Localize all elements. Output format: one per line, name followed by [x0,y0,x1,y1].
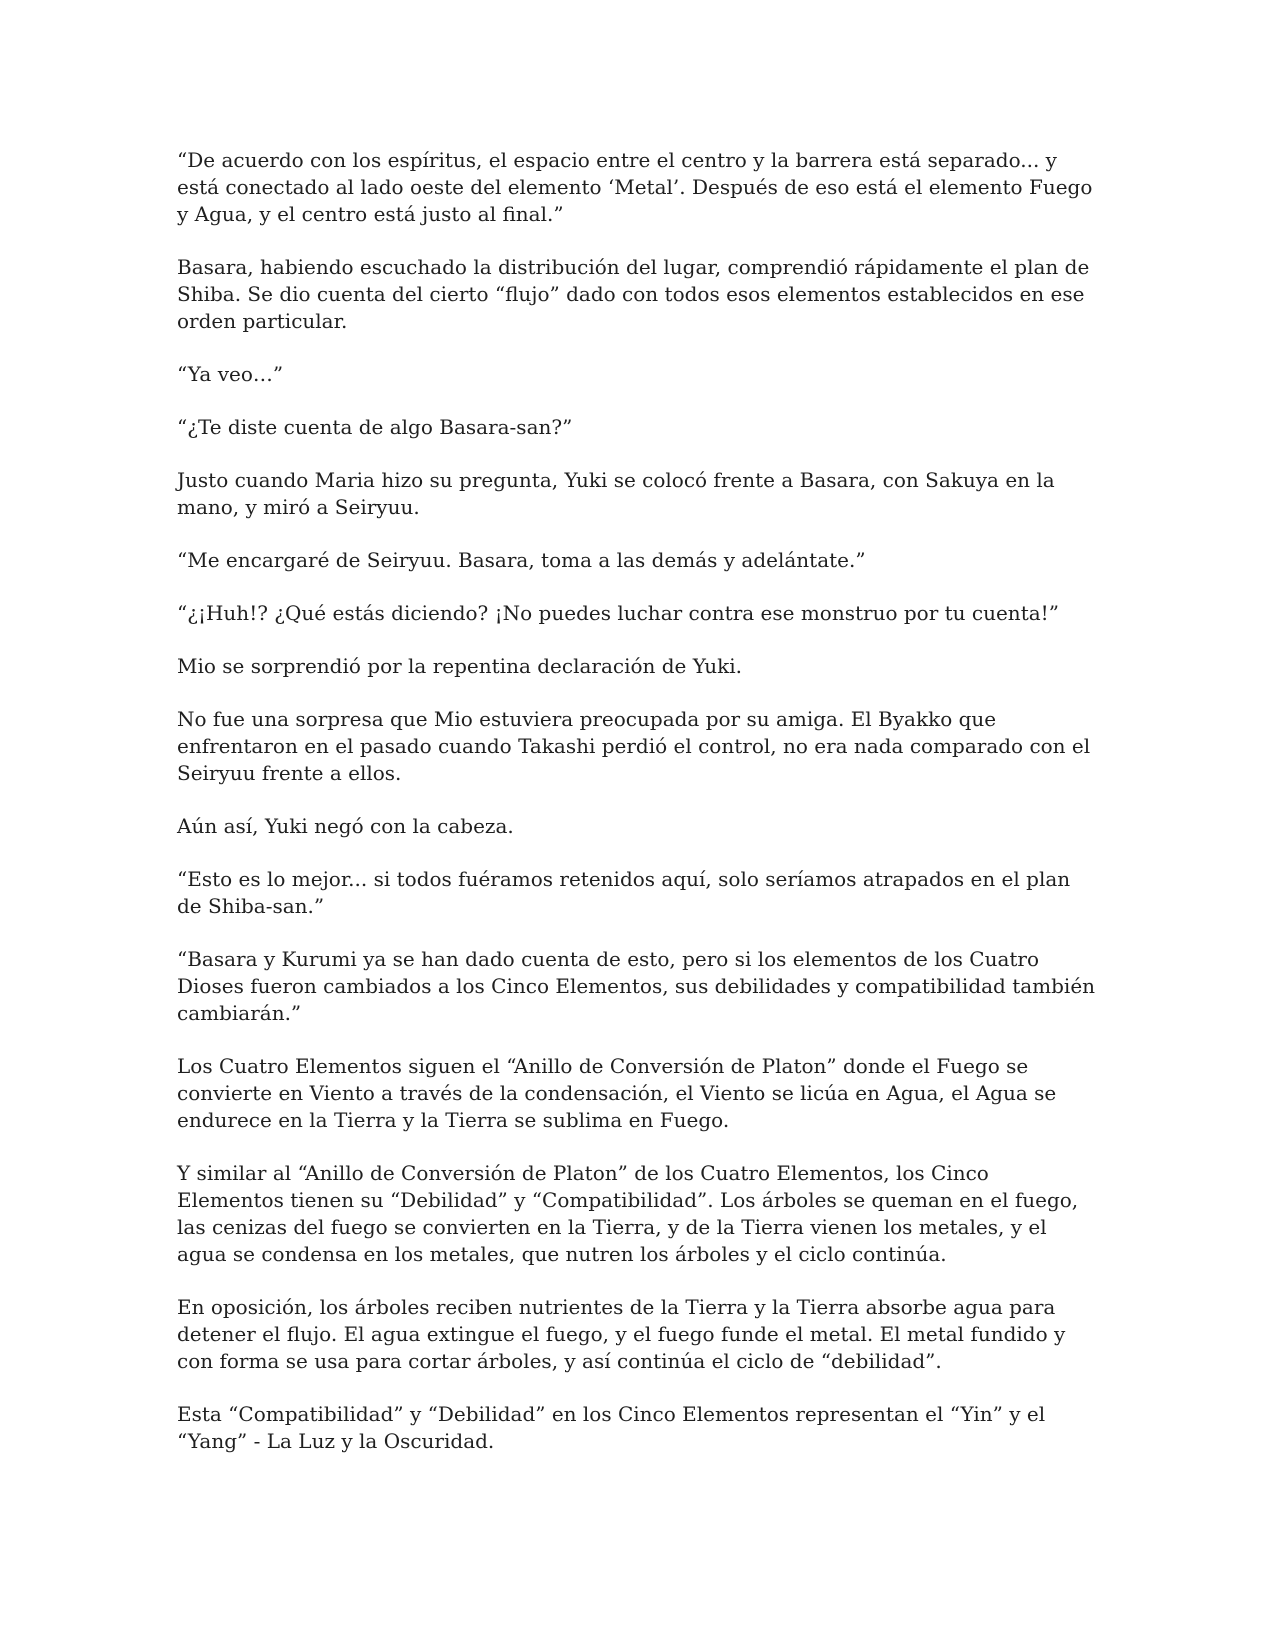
paragraph: Basara, habiendo escuchado la distribución del lugar, comprendió rápidamente el plan de Shiba. Se dio cuenta del cierto “flujo” dado con todos esos elementos establecidos en ese orden particular. [177,255,1090,333]
paragraph: Y similar al “Anillo de Conversión de Platon” de los Cuatro Elementos, los Cinco Elementos tienen su “Debilidad” y “Compatibilidad”. Los árboles se queman en el fuego, las cenizas del fuego se convierten en la Tierra, y de la Tierra vienen los metales, y el agua se condensa en los metales, que nutren los árboles y el ciclo continúa. [177,1161,1079,1266]
paragraph: “De acuerdo con los espíritus, el espacio entre el centro y la barrera está separado... y está conectado al lado oeste del elemento ‘Metal’. Después de eso está el elemento Fuego y Agua, y el centro está justo al final.” [177,148,1093,226]
paragraph: “Ya veo…” [177,362,284,386]
paragraph: “¿Te diste cuenta de algo Basara-san?” [177,415,573,439]
paragraph: Los Cuatro Elementos siguen el “Anillo de Conversión de Platon” donde el Fuego se convierte en Viento a través de la condensación, el Viento se licúa en Agua, el Agua se endurece en la Tierra y la Tierra se sublima en Fuego. [177,1054,1057,1132]
paragraph: Aún así, Yuki negó con la cabeza. [177,814,514,838]
document-body [177,147,1097,1481]
paragraph: Justo cuando Maria hizo su pregunta, Yuki se colocó frente a Basara, con Sakuya en la mano, y miró a Seiryuu. [177,468,1055,519]
paragraph: “Basara y Kurumi ya se han dado cuenta de esto, pero si los elementos de los Cuatro Dioses fueron cambiados a los Cinco Elementos, sus debilidades y compatibilidad también cambiarán.” [177,947,1096,1025]
paragraph: “Esto es lo mejor... si todos fuéramos retenidos aquí, solo seríamos atrapados en el plan de Shiba-san.” [177,867,1071,918]
paragraph: En oposición, los árboles reciben nutrientes de la Tierra y la Tierra absorbe agua para detener el flujo. El agua extingue el fuego, y el fuego funde el metal. El metal fundido y con forma se usa para cortar árboles, y así continúa el ciclo de “debilidad”. [177,1295,1066,1373]
paragraph: “¿¡Huh!? ¿Qué estás diciendo? ¡No puedes luchar contra ese monstruo por tu cuenta!” [177,601,1059,625]
paragraph: Esta “Compatibilidad” y “Debilidad” en los Cinco Elementos representan el “Yin” y el “Yang” - La Luz y la Oscuridad. [177,1402,1046,1453]
paragraph: Mio se sorprendió por la repentina declaración de Yuki. [177,654,742,678]
paragraph: No fue una sorpresa que Mio estuviera preocupada por su amiga. El Byakko que enfrentaron en el pasado cuando Takashi perdió el control, no era nada comparado con el Seiryuu frente a ellos. [177,707,1091,785]
paragraph: “Me encargaré de Seiryuu. Basara, toma a las demás y adelántate.” [177,548,866,572]
